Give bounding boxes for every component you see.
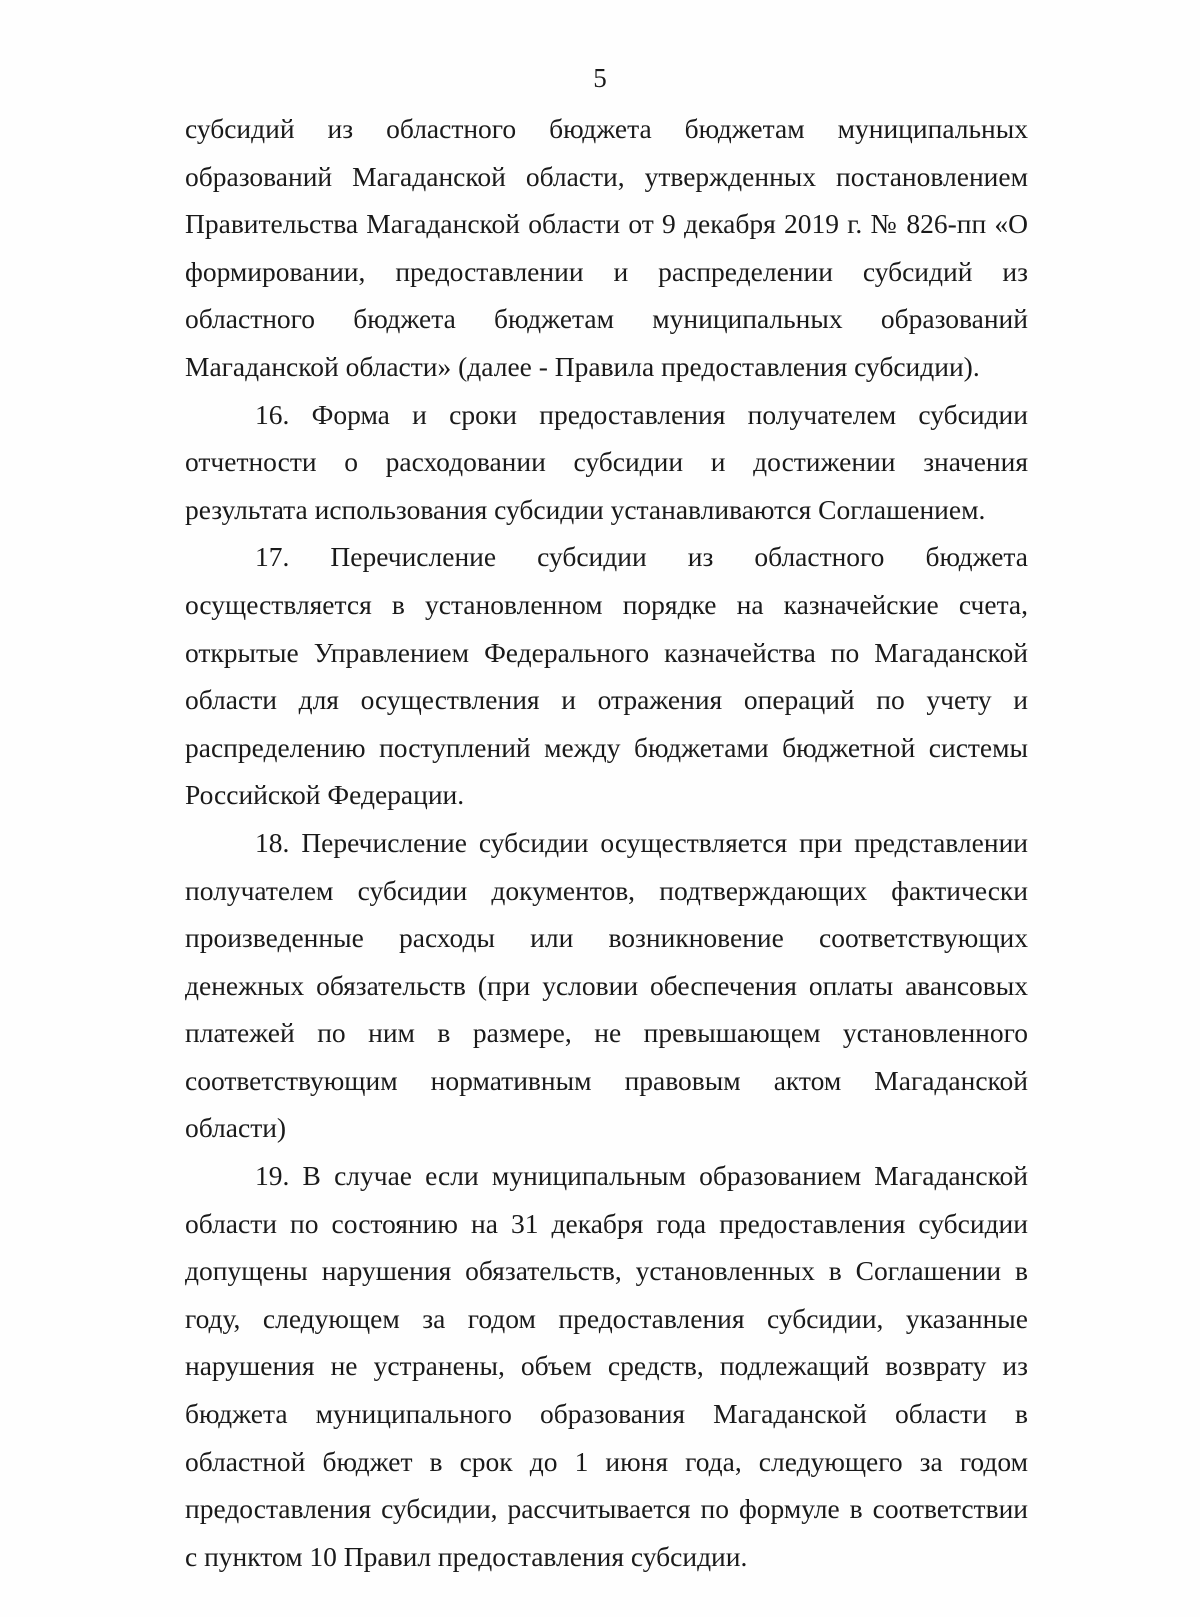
page-number: 5 [593, 63, 607, 93]
paragraph-19: 19. В случае если муниципальным образованием Магаданской области по состоянию на 31 декабря года предоставления субсидии допущены нарушения обязательств, установленных в Соглашении в году, следующем за годом предоставления субсидии, указанные нарушения не устранены, объем средств, подлежащий возврату из бюджета муниципального образования Магаданской области в областной бюджет в срок до 1 июня года, следующего за годом предоставления субсидии, рассчитывается по формуле в соответствии с пунктом 10 Правил предоставления субсидии. [185, 1160, 1028, 1572]
paragraph-17: 17. Перечисление субсидии из областного бюджета осуществляется в установленном порядке на казначейские счета, открытые Управлением Федерального казначейства по Магаданской области для осуществления и отражения операций по учету и распределению поступлений между бюджетами бюджетной системы Российской Федерации. [185, 541, 1028, 811]
document-body [185, 105, 1028, 1580]
paragraph-continuation: субсидий из областного бюджета бюджетам муниципальных образований Магаданской области, утвержденных постановлением Правительства Магаданской области от 9 декабря 2019 г. № 826-пп «О формировании, предоставлении и распределении субсидий из областного бюджета бюджетам муниципальных образований Магаданской области» (далее - Правила предоставления субсидии). [185, 113, 1028, 382]
paragraph-16: 16. Форма и сроки предоставления получателем субсидии отчетности о расходовании субсидии и достижении значения результата использования субсидии устанавливаются Соглашением. [185, 398, 1028, 525]
paragraph-18: 18. Перечисление субсидии осуществляется при представлении получателем субсидии документов, подтверждающих фактически произведенные расходы или возникновение соответствующих денежных обязательств (при условии обеспечения оплаты авансовых платежей по ним в размере, не превышающем установленного соответствующим нормативным правовым актом Магаданской области) [185, 826, 1028, 1144]
